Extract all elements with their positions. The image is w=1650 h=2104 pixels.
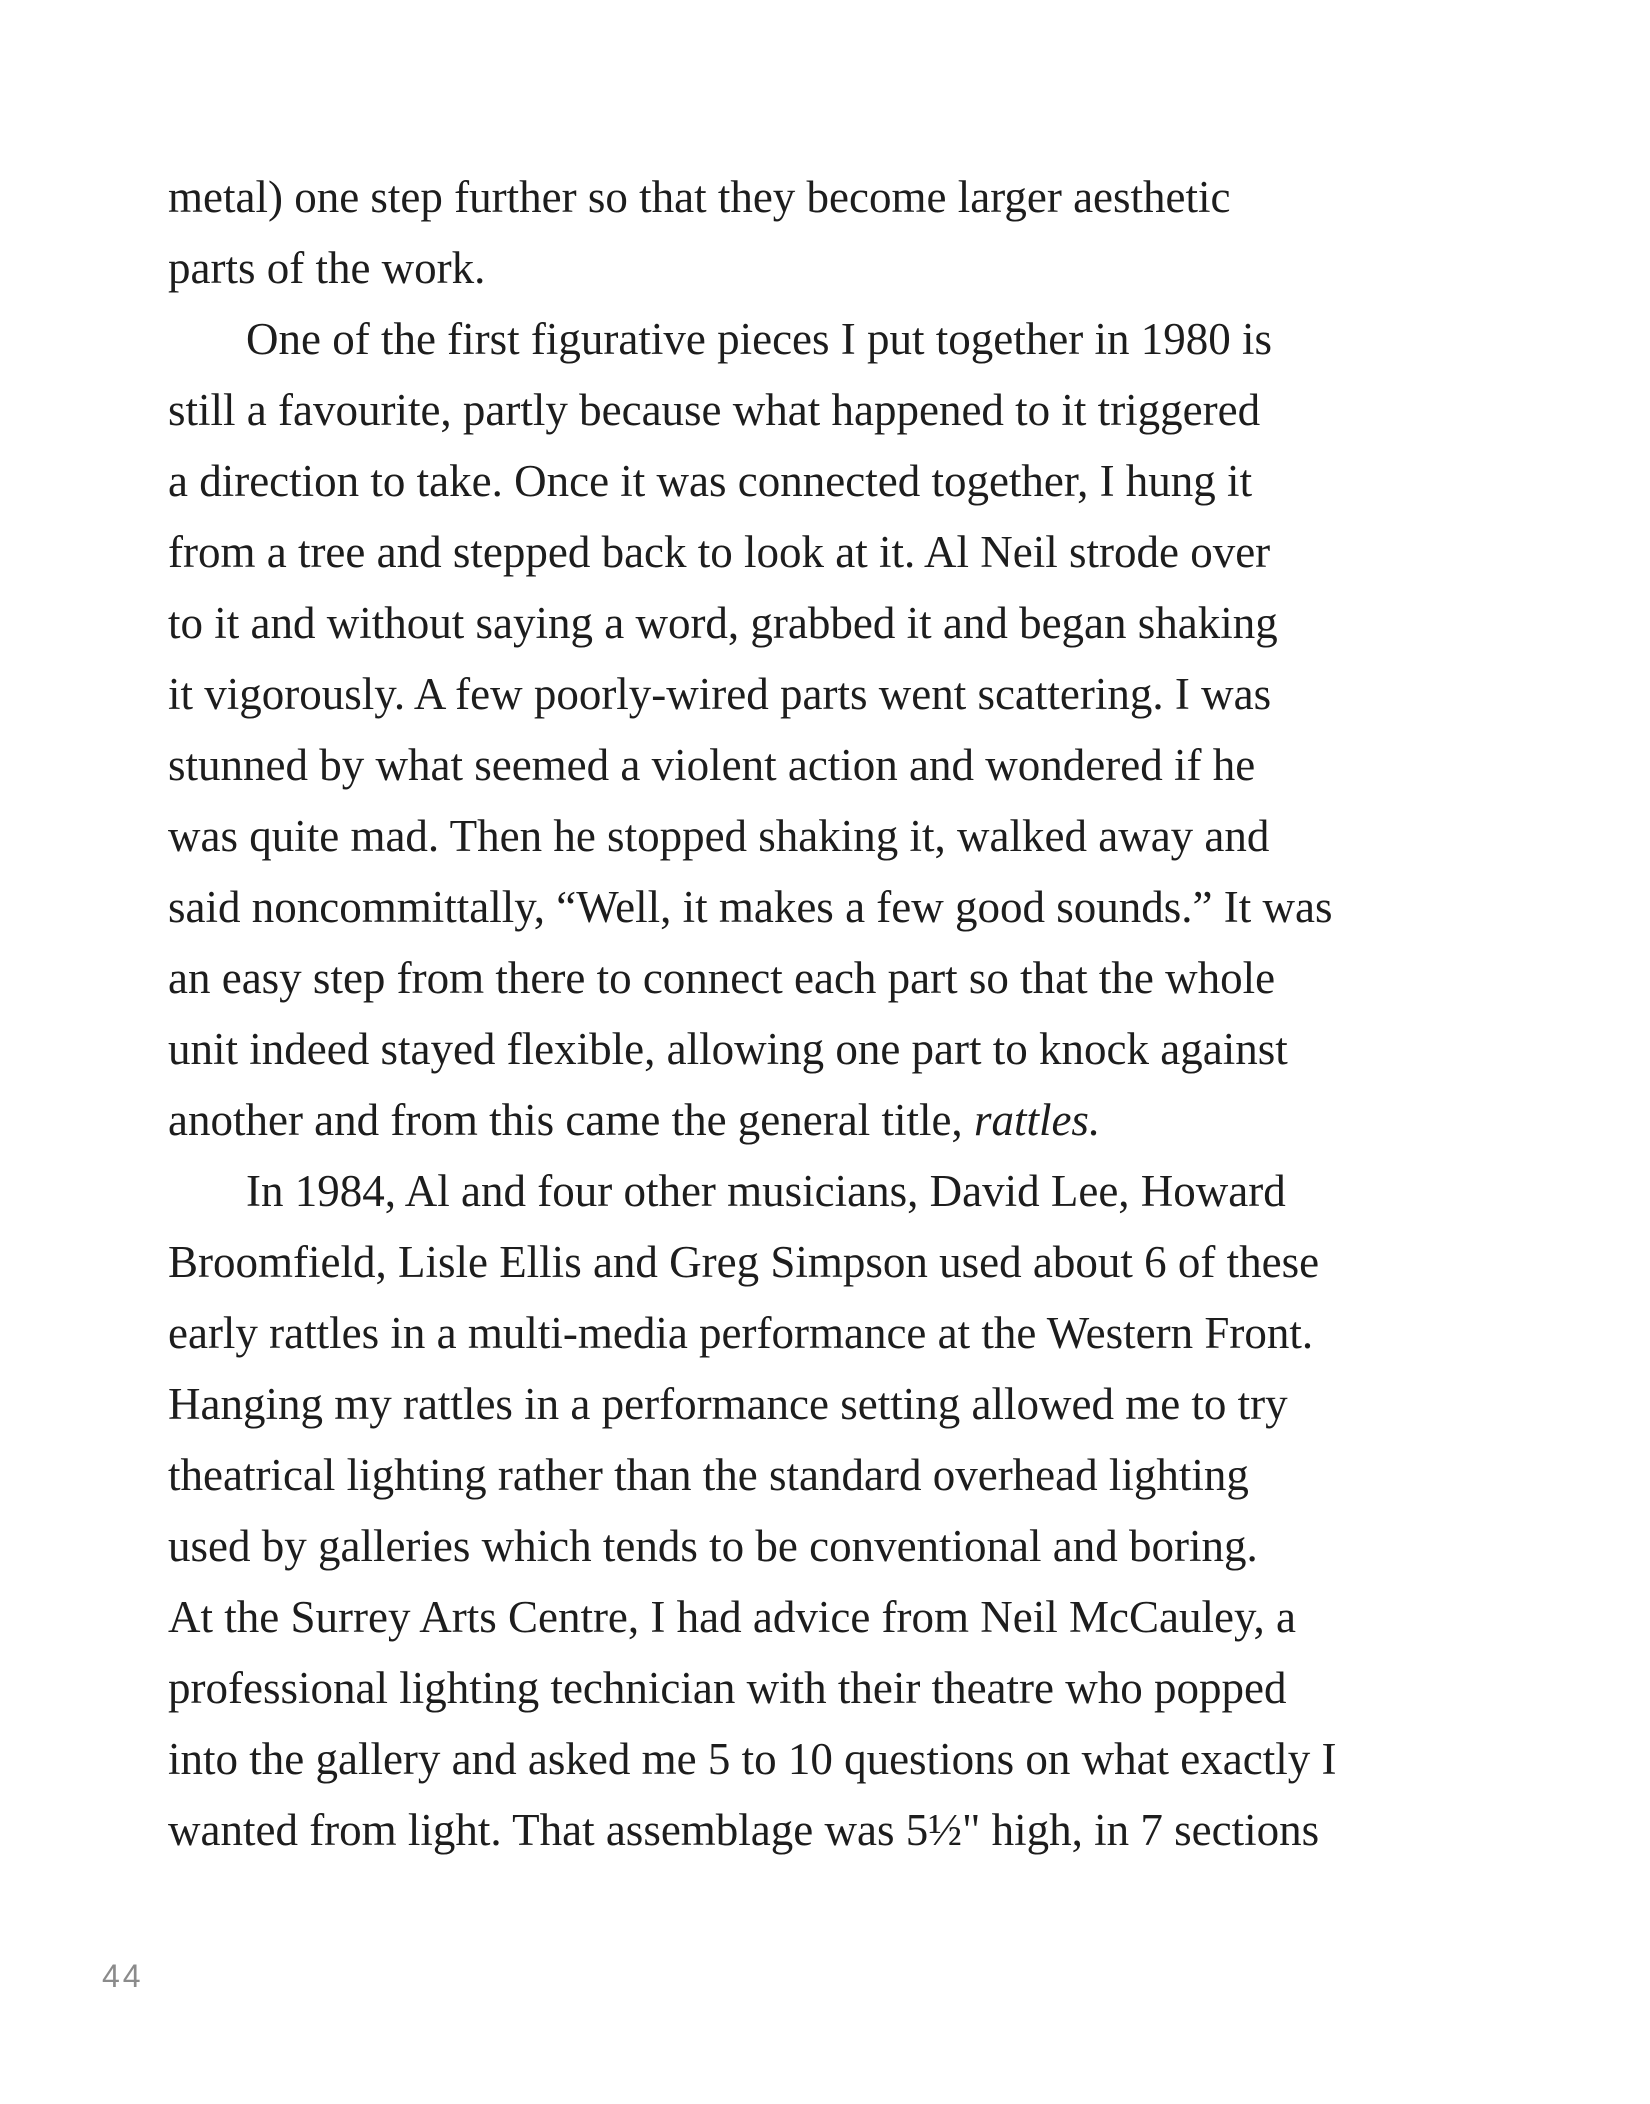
text-line: was quite mad. Then he stopped shaking it, walked away and: [168, 811, 1270, 861]
text-block: [168, 162, 1336, 1866]
text-line: theatrical lighting rather than the standard overhead lighting: [168, 1450, 1249, 1500]
text-line: One of the first figurative pieces I put together in 1980 is: [246, 314, 1272, 364]
text-line: to it and without saying a word, grabbed it and began shaking: [168, 598, 1278, 648]
text-line: from a tree and stepped back to look at it. Al Neil strode over: [168, 527, 1271, 577]
text-line: wanted from light. That assemblage was 5½" high, in 7 sections: [168, 1805, 1320, 1855]
text-line: another and from this came the general title, rattles.: [168, 1095, 1101, 1145]
text-line: it vigorously. A few poorly-wired parts went scattering. I was: [168, 669, 1272, 719]
text-line: professional lighting technician with their theatre who popped: [168, 1663, 1287, 1713]
text-line: an easy step from there to connect each part so that the whole: [168, 953, 1276, 1003]
text-line: said noncommittally, “Well, it makes a few good sounds.” It was: [168, 882, 1333, 932]
text-line: used by galleries which tends to be conventional and boring.: [168, 1521, 1258, 1571]
page-number: 44: [102, 1958, 144, 1994]
text-line: still a favourite, partly because what happened to it triggered: [168, 385, 1261, 435]
text-line: Broomfield, Lisle Ellis and Greg Simpson used about 6 of these: [168, 1237, 1320, 1287]
text-line: parts of the work.: [168, 243, 486, 293]
text-line: metal) one step further so that they become larger aesthetic: [168, 172, 1231, 222]
text-line: stunned by what seemed a violent action and wondered if he: [168, 740, 1256, 790]
text-line: In 1984, Al and four other musicians, David Lee, Howard: [246, 1166, 1286, 1216]
text-line: early rattles in a multi-media performance at the Western Front.: [168, 1308, 1314, 1358]
text-line: into the gallery and asked me 5 to 10 questions on what exactly I: [168, 1734, 1337, 1784]
text-line: Hanging my rattles in a performance setting allowed me to try: [168, 1379, 1288, 1429]
text-line: a direction to take. Once it was connected together, I hung it: [168, 456, 1253, 506]
text-line: unit indeed stayed flexible, allowing one part to knock against: [168, 1024, 1288, 1074]
text-line: At the Surrey Arts Centre, I had advice from Neil McCauley, a: [168, 1592, 1296, 1642]
